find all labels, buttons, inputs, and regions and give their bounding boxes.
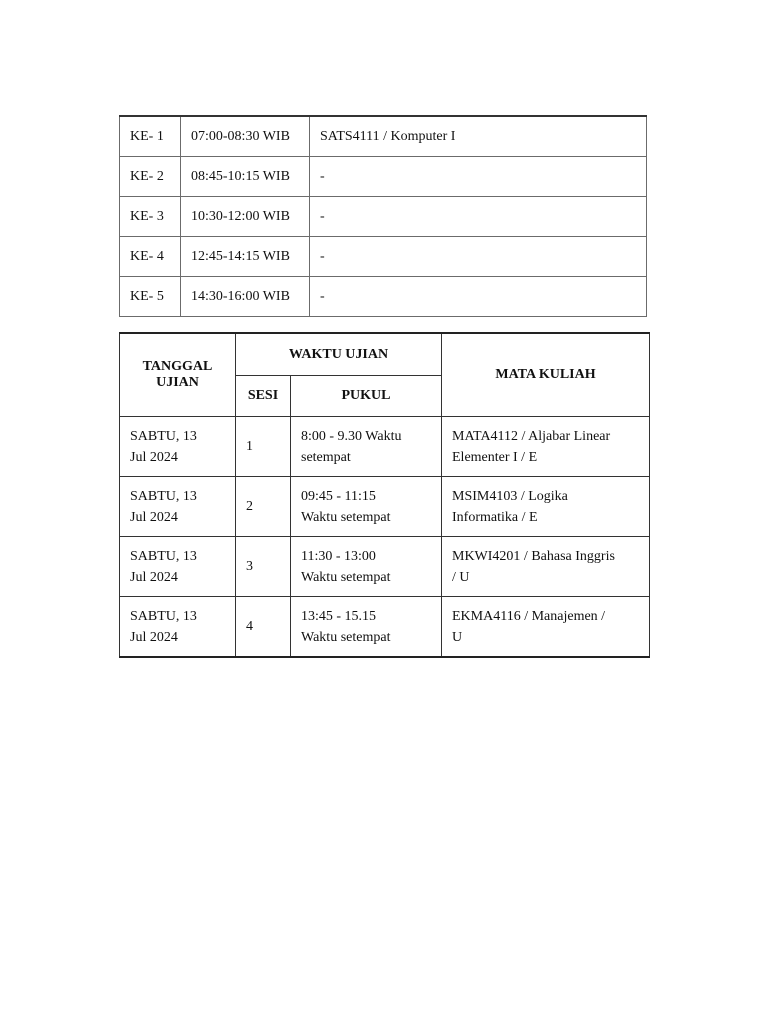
time-cell: 07:00-08:30 WIB (181, 116, 310, 157)
header-course: MATA KULIAH (442, 333, 650, 417)
course-cell: SATS4111 / Komputer I (310, 116, 647, 157)
exam-session-cell: 2 (236, 477, 291, 537)
exam-session-cell: 3 (236, 537, 291, 597)
exam-date-cell: SABTU, 13 Jul 2024 (120, 417, 236, 477)
course-cell: - (310, 237, 647, 277)
exam-schedule-table (119, 332, 650, 658)
session-cell: KE- 2 (120, 157, 181, 197)
table-row (120, 277, 647, 317)
exam-session-cell: 1 (236, 417, 291, 477)
exam-date-cell: SABTU, 13 Jul 2024 (120, 477, 236, 537)
table-row (120, 237, 647, 277)
exam-session-cell: 4 (236, 597, 291, 658)
exam-time-cell: 13:45 - 15.15 Waktu setempat (291, 597, 442, 658)
session-cell: KE- 5 (120, 277, 181, 317)
table-row (120, 116, 647, 157)
exam-time-cell: 09:45 - 11:15 Waktu setempat (291, 477, 442, 537)
exam-course-cell: EKMA4116 / Manajemen / U (442, 597, 650, 658)
time-cell: 12:45-14:15 WIB (181, 237, 310, 277)
exam-date-cell: SABTU, 13 Jul 2024 (120, 597, 236, 658)
table-row (120, 597, 650, 658)
time-cell: 14:30-16:00 WIB (181, 277, 310, 317)
table-row (120, 477, 650, 537)
header-row (120, 333, 650, 376)
session-cell: KE- 1 (120, 116, 181, 157)
exam-course-cell: MSIM4103 / Logika Informatika / E (442, 477, 650, 537)
course-cell: - (310, 197, 647, 237)
exam-course-cell: MKWI4201 / Bahasa Inggris / U (442, 537, 650, 597)
exam-date-cell: SABTU, 13 Jul 2024 (120, 537, 236, 597)
header-exam-date: TANGGAL UJIAN (120, 333, 236, 417)
header-session: SESI (236, 376, 291, 417)
course-cell: - (310, 277, 647, 317)
table-row (120, 197, 647, 237)
session-cell: KE- 4 (120, 237, 181, 277)
table-row (120, 157, 647, 197)
time-cell: 08:45-10:15 WIB (181, 157, 310, 197)
header-exam-time: WAKTU UJIAN (236, 333, 442, 376)
session-schedule-table (119, 115, 647, 317)
exam-time-cell: 8:00 - 9.30 Waktu setempat (291, 417, 442, 477)
table-row (120, 537, 650, 597)
exam-course-cell: MATA4112 / Aljabar Linear Elementer I / E (442, 417, 650, 477)
exam-time-cell: 11:30 - 13:00 Waktu setempat (291, 537, 442, 597)
course-cell: - (310, 157, 647, 197)
table-row (120, 417, 650, 477)
session-cell: KE- 3 (120, 197, 181, 237)
time-cell: 10:30-12:00 WIB (181, 197, 310, 237)
header-hour: PUKUL (291, 376, 442, 417)
